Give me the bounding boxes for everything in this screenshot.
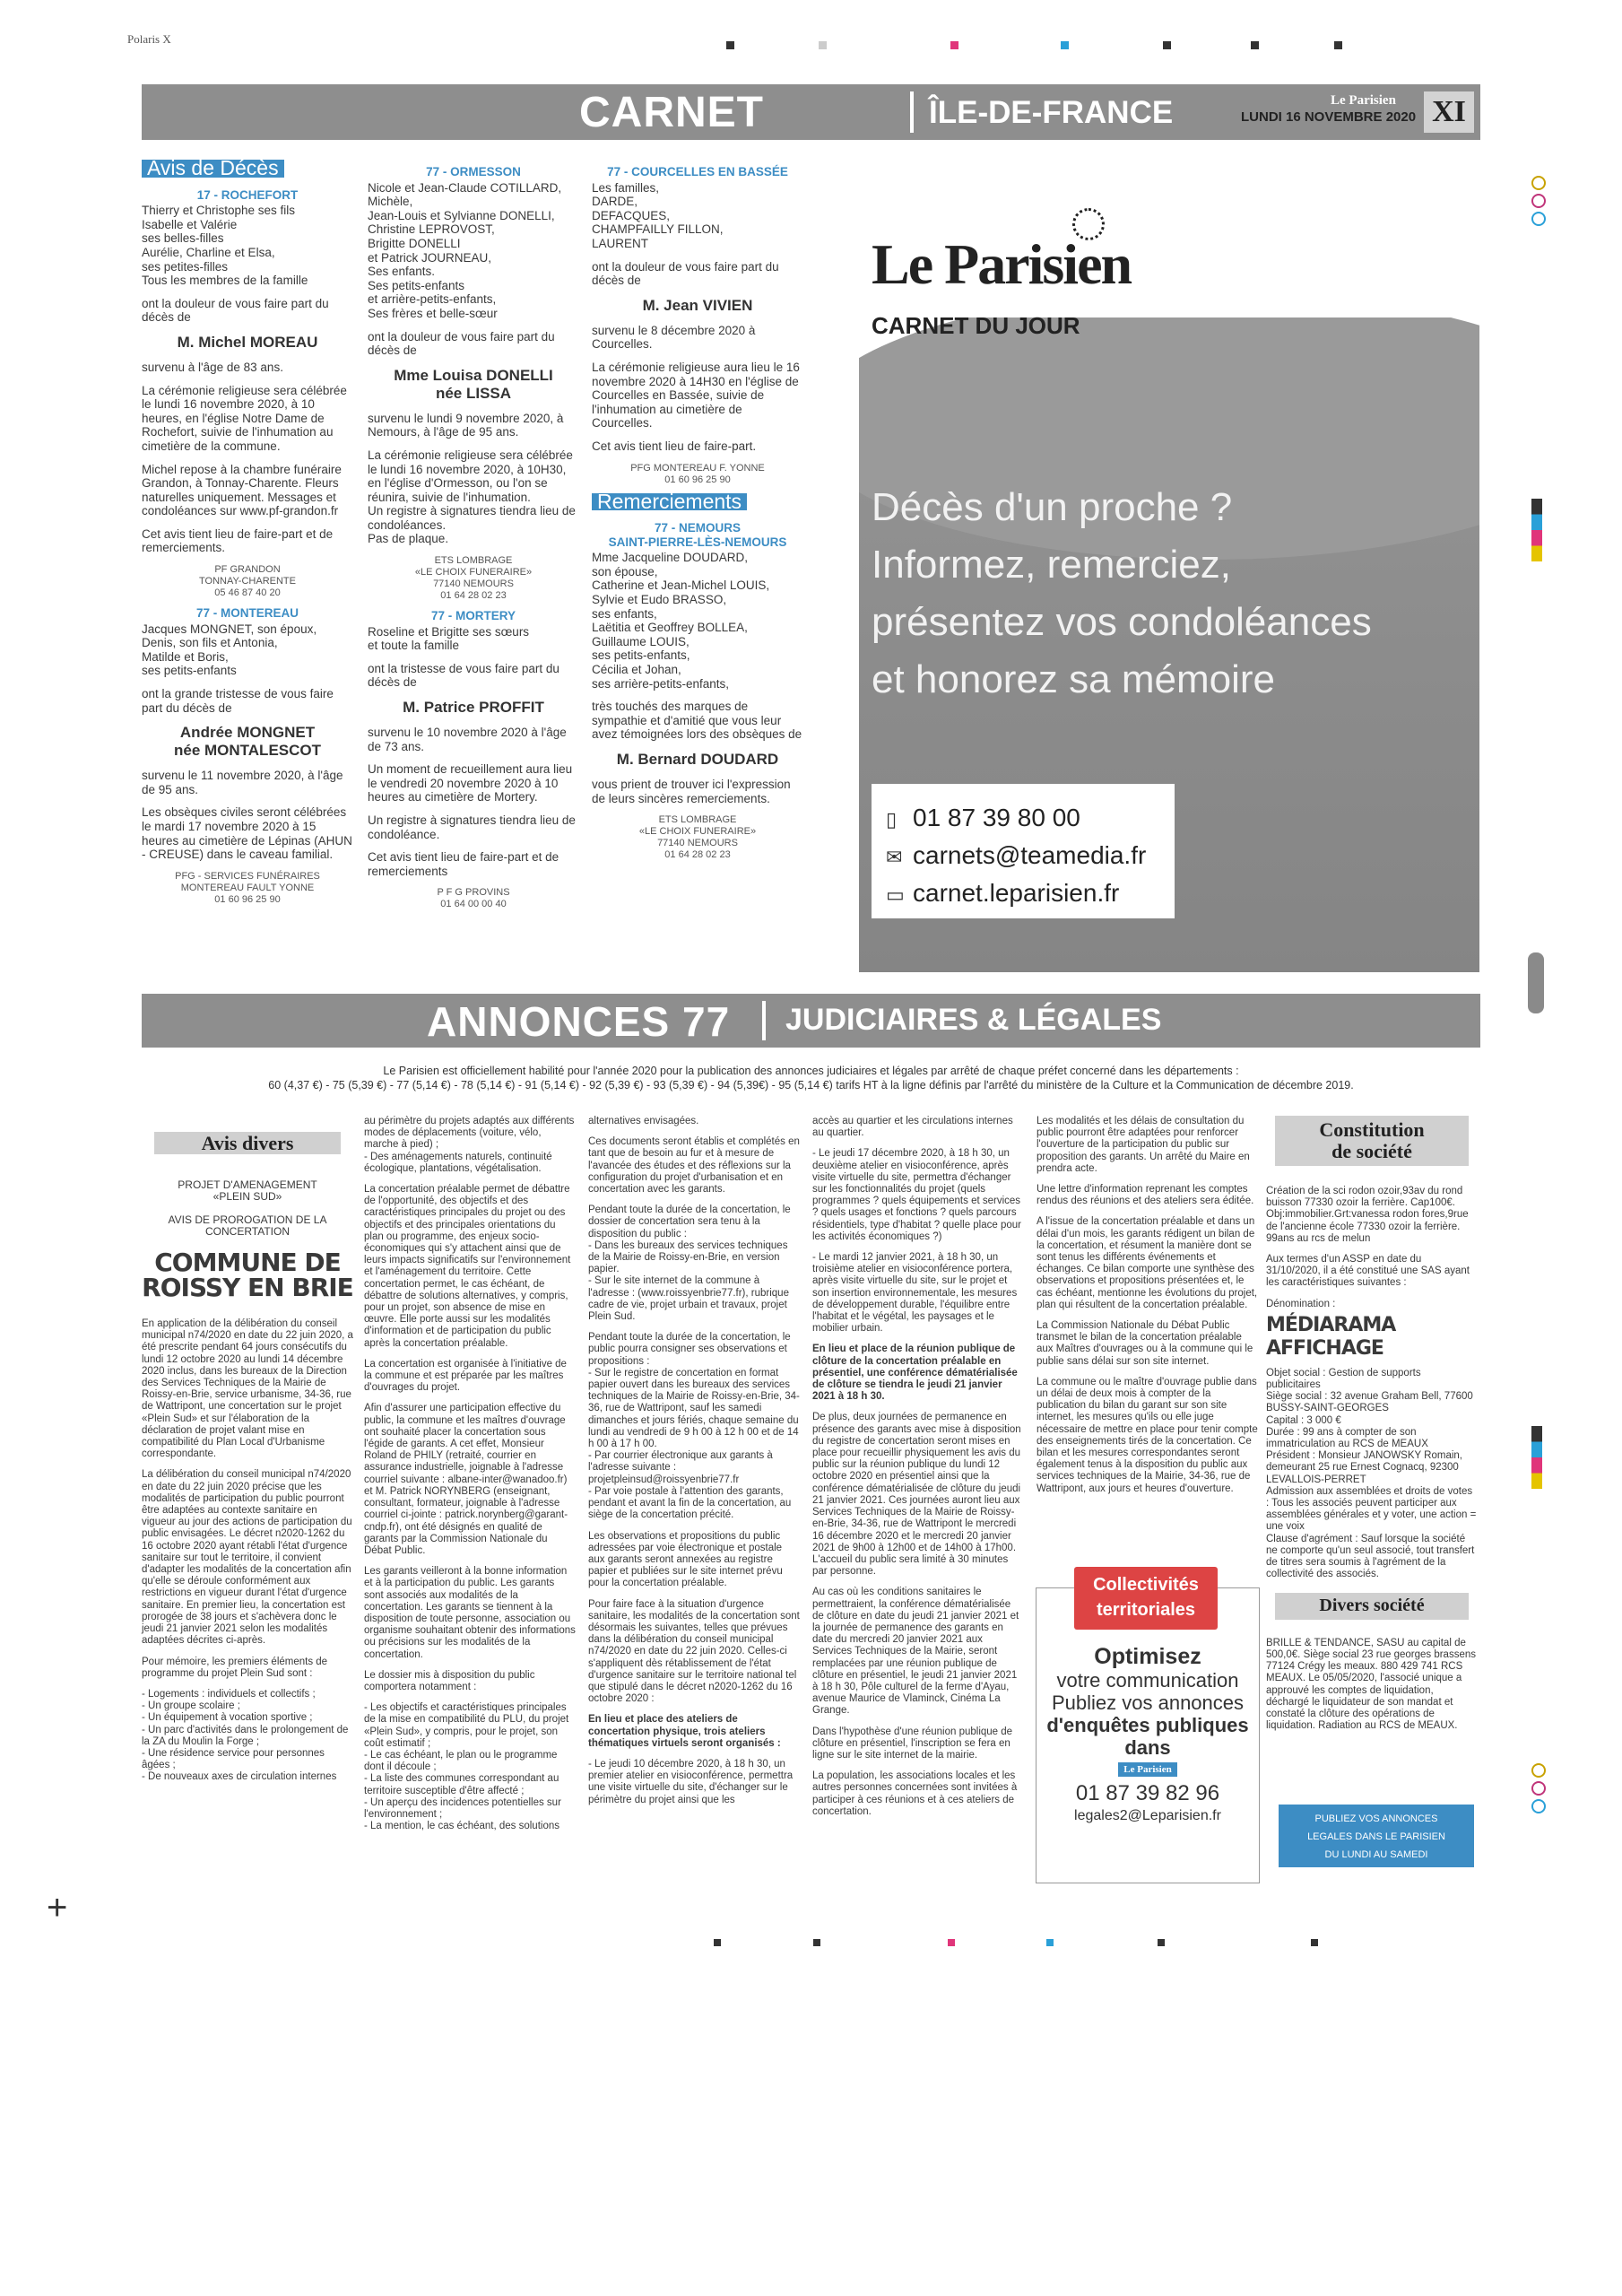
text: survenu le 8 décembre 2020 à Courcelles. (592, 323, 756, 352)
registration-square (1311, 1939, 1318, 1946)
text: En lieu et place de la réunion publique de clôture de la concertation préalable en présentiel, une conférence dématérialisée de clôture se tiendra le jeudi 21 janvier 2021 à 18 h 30. (812, 1344, 1018, 1403)
family-names: Les familles, DARDE, DEFACQUES, CHAMPFAILLY FILLON, LAURENT (592, 180, 724, 250)
location: 77 - ORMESSON (426, 165, 521, 178)
text: Pour faire face à la situation d'urgence sanitaire, les modalités de la concertation sont désormais les suivantes, telles que prévues dans la délibération du conseil municipal n74/2020 en date du 22 juin 2020. Celles-ci s'appliquent dès rétablissement de l'état d'urgence sanitaire sur le territoire national tel que stipulé dans le décret n2020-1262 du 16 octobre 2020 : (588, 1598, 800, 1705)
section-heading-remerciements: Remerciements (592, 493, 747, 511)
deceased-name: M. Jean VIVIEN (642, 296, 753, 314)
commune-title: COMMUNE DE ROISSY EN BRIE (142, 1248, 353, 1303)
funeral-home: PF GRANDON TONNAY-CHARENTE 05 46 87 40 20 (199, 564, 296, 599)
ad-website[interactable]: carnet.leparisien.fr (913, 879, 1120, 907)
registration-square (726, 41, 734, 49)
annonces-column-6 (1266, 1116, 1478, 1741)
deces-column-2 (368, 161, 579, 918)
collectivites-phone: 01 87 39 82 96 (1075, 1781, 1220, 1805)
deceased-name: M. Michel MOREAU (177, 333, 318, 351)
deceased-name: M. Patrice PROFFIT (403, 699, 544, 717)
text: ont la douleur de vous faire part du décès de (142, 296, 329, 325)
text: - Le jeudi 17 décembre 2020, à 18 h 30, un deuxième atelier en visioconférence, après visite virtuelle du site, permettra d'échanger sur les fonctionnalités du projet (quels programmes ? quels équipements et services ? quels usages et fonctions ? quels parcours résidentiels, type d'habitat ? quelle place pour les activités économiques ?) (812, 1148, 1021, 1242)
text: vous prient de trouver ici l'expression de leurs sincères remerciements. (592, 778, 791, 805)
text: survenu le 10 novembre 2020 à l'âge de 73 ans. (368, 726, 567, 753)
text: accès au quartier et les circulations internes au quartier. (812, 1116, 1013, 1139)
text: très touchés des marques de sympathie et d'amitié que vous leur avez témoignées lors des obsèques de (592, 700, 802, 742)
text: Michel repose à la chambre funéraire Grandon, à Tonnay-Charente. Fleurs naturelles uniquement. Messages et condoléances sur www.pf-grandon.fr (142, 462, 342, 518)
text: La délibération du conseil municipal n74/2020 en date du 22 juin 2020 précise que les modalités de participation du public pourront être adaptées au contexte sanitaire en vigueur au jour des actions de participation du public envisagées. Le décret n2020-1262 du 16 octobre 2020 ayant rétabli l'état d'urgence sanitaire sur tout le territoire, il convient d'adapter les modalités de la concertation afin qu'elle se déroule conformément aux restrictions en vigueur durant l'état d'urgence sanitaire. En premier lieu, la concertation est prorogée de 38 jours et s'achèvera donc le jeudi 21 janvier 2021 selon les modalités adaptées décrites ci-après. (142, 1469, 352, 1647)
funeral-home: PFG MONTEREAU F. YONNE 01 60 96 25 90 (630, 462, 765, 485)
page-number: XI (1424, 91, 1474, 133)
paper-name: Le Parisien (1331, 93, 1396, 108)
ad-phone-row (886, 800, 1160, 838)
text: Création de la sci rodon ozoir,93av du rond buisson 77330 ozoir la ferrière. Cap100€. Obj:immobilier.Grt:vanessa rodon fores,9rue de l'ancienne école 77330 ozoir la ferrière. 99ans au rcs de melun (1266, 1186, 1469, 1244)
text: - Les objectifs et caractéristiques principales de la mise en compatibilité du PLU, du projet «Plein Sud», y compris, pour le projet, son coût estimatif ; - Le cas échéant, le plan ou le programme dont il découle ; - La liste des communes correspondant au territoire susceptible d'être affecté ; - Un aperçu des incidences potentielles sur l'environnement ; - La mention, le cas échéant, des solutions (364, 1702, 569, 1832)
dandelion-icon (1072, 208, 1105, 240)
text: - Le jeudi 10 décembre 2020, à 18 h 30, un premier atelier en visioconférence, permettra une visite virtuelle du site, d'échanger sur le périmètre du projet ainsi que les (588, 1758, 794, 1805)
registration-square (819, 41, 827, 49)
deces-column-3 (592, 161, 803, 868)
collectivites-optimisez: Optimisez (1094, 1644, 1201, 1669)
phone-icon: ▯ (886, 808, 898, 831)
annonces-subtitle: JUDICIAIRES & LÉGALES (785, 1003, 1162, 1037)
annonces-column-1 (142, 1116, 353, 1793)
text: Pour mémoire, les premiers éléments de programme du projet Plein Sud sont : (142, 1656, 328, 1679)
collectivites-email[interactable]: legales2@Leparisien.fr (1074, 1808, 1221, 1823)
location: 77 - MORTERY (430, 609, 516, 623)
side-tab (1528, 952, 1544, 1013)
company-name: MÉDIARAMA AFFICHAGE (1266, 1313, 1396, 1360)
text: La Commission Nationale du Débat Public transmet le bilan de la concertation préalable aux Maîtres d'ouvrages ou à la commune qui le publie sans délai sur son site internet. (1037, 1320, 1253, 1367)
registration-square (813, 1939, 820, 1946)
avis-prorogation: AVIS DE PROROGATION DE LA CONCERTATION (168, 1213, 327, 1238)
registration-circle (1531, 212, 1546, 226)
text: ont la douleur de vous faire part du décès de (368, 329, 555, 358)
funeral-home: PFG - SERVICES FUNÉRAIRES MONTEREAU FAULT YONNE 01 60 96 25 90 (175, 870, 320, 905)
collectivites-advertisement (1036, 1575, 1260, 1883)
registration-square (1046, 1939, 1054, 1946)
avis-divers-heading: Avis divers (154, 1132, 341, 1154)
issue-date: LUNDI 16 NOVEMBRE 2020 (1241, 109, 1417, 125)
deceased-name: Mme Louisa DONELLI née LISSA (394, 366, 553, 402)
tarifs-text: 60 (4,37 €) - 75 (5,39 €) - 77 (5,14 €) - 78 (5,14 €) - 91 (5,14 €) - 92 (5,39 €) - 93 (5,39 €) - 94 (5,39€) - 95 (5,14 €) tarifs HT à la ligne définis par l'arrêté du ministère de la Culture et la Communication de décembre 2019. (268, 1079, 1354, 1091)
text: Les modalités et les délais de consultation du public pourront être adaptées pour renforcer l'ouverture de la participation du public sur proposition des garants. Un arrêté du Maire en prendra acte. (1037, 1116, 1250, 1174)
registration-circle (1531, 1763, 1546, 1778)
location: 77 - MONTEREAU (195, 606, 299, 621)
deces-column-1 (142, 156, 353, 913)
annonces-column-4 (812, 1116, 1024, 1827)
registration-square (1251, 41, 1259, 49)
text: survenu le lundi 9 novembre 2020, à Nemours, à l'âge de 95 ans. (368, 411, 564, 439)
text: Aux termes d'un ASSP en date du 31/10/2020, il a été constitué une SAS ayant les caractéristiques suivantes : (1266, 1254, 1470, 1289)
ad-web-row (886, 875, 1160, 913)
envelope-icon: ✉ (886, 846, 903, 868)
registration-square (714, 1939, 721, 1946)
text: Ces documents seront établis et complétés en tant que de besoin au fur et à mesure de l'avancée des études et des réflexions sur la configuration du projet d'urbanisation et en concertation avec les garants. (588, 1136, 800, 1196)
registration-square (950, 41, 958, 49)
text: Pendant toute la durée de la concertation, le public pourra consigner ses observations et propositions : - Sur le registre de concertation en format papier ouvert dans les bureaux des services techniques de la Mairie de Roissy-en-Brie, 34-36, rue de Wattripont, sauf les samedi dimanches et jours fériés, chaque semaine du lundi au vendredi de 9 h 00 à 12 h 00 et de 14 h 00 à 17 h 00. - Par courrier électronique aux garants à l'adresse suivante : projetpleinsud@roissyenbrie77.fr - Par voie postale à l'attention des garants, pendant et avant la fin de la concertation, au siège de la concertation précité. (588, 1332, 800, 1521)
text: alternatives envisagées. (588, 1116, 699, 1126)
text: Dans l'hypothèse d'une réunion publique de clôture en présentiel, l'inscription se fera en ligne sur le site internet de la mairie. (812, 1726, 1013, 1761)
projet-title: PROJET D'AMENAGEMENT «PLEIN SUD» (178, 1178, 317, 1204)
text: Cet avis tient lieu de faire-part et de remerciements (368, 850, 559, 878)
registration-square (1158, 1939, 1165, 1946)
text: Une lettre d'information reprenant les comptes rendus des réunions et des ateliers sera éditée. (1037, 1184, 1254, 1207)
funeral-home: ETS LOMBRAGE «LE CHOIX FUNERAIRE» 77140 NEMOURS 01 64 28 02 23 (638, 814, 757, 861)
deceased-name: Andrée MONGNET née MONTALESCOT (173, 724, 322, 760)
annonces-title: ANNONCES 77 (427, 998, 731, 1045)
text: Les obsèques civiles seront célébrées le mardi 17 novembre 2020 à 15 heures au cimetière de Lépinas (AHUN - CREUSE) dans le caveau familial. (142, 805, 352, 862)
section-heading-deces: Avis de Décès (142, 160, 284, 178)
deceased-name: M. Bernard DOUDARD (616, 751, 779, 768)
location: 77 - COURCELLES EN BASSÉE (607, 165, 788, 178)
collectivites-text-bold: d'enquêtes publiques dans (1046, 1714, 1249, 1759)
text: En application de la délibération du conseil municipal n74/2020 en date du 22 juin 2020, a été prescrite pendant 64 jours consécutifs du lundi 12 octobre 2020 au lundi 14 décembre 2020 inclus, dans les bureaux de la Direction des Services Techniques de la Mairie de Roissy-en-Brie, service urbanisme, 34-36, rue de Wattripont, une concertation sur le projet «Plein Sud» et sur l'élaboration de la déclaration de projet valant mise en compatibilité du Plan Local d'Urbanisme correspondante. (142, 1318, 353, 1460)
text: - Le mardi 12 janvier 2021, à 18 h 30, un troisième atelier en visioconférence portera, après visite virtuelle du site, sur le projet et son insertion environnementale, les mesures de développement durable, l'équilibre entre l'habitat et le végétal, les paysages et le mobilier urbain. (812, 1252, 1018, 1335)
text: au périmètre du projets adaptés aux différents modes de déplacements (voiture, vélo, marche à pied) ; - Des aménagements naturels, continuité écologique, plantations, végétalisation. (364, 1116, 575, 1174)
publiez-banner: PUBLIEZ VOS ANNONCES LEGALES DANS LE PARISIEN DU LUNDI AU SAMEDI (1279, 1805, 1474, 1867)
text: Cet avis tient lieu de faire-part. (592, 439, 757, 453)
text: BRILLE & TENDANCE, SASU au capital de 500,0€. Siège social 23 rue georges brassens 77124 Crégy les meaux. 880 429 741 RCS MEAUX. Le 05/05/2020, l'associé unique a approuvé les comptes de liquidation, déchargé le liquidateur de son mandat et constaté la clôture des opérations de liquidation. Radiation au RCS de MEAUX. (1266, 1637, 1476, 1732)
collectivites-body (1037, 1644, 1259, 1825)
family-names: Thierry et Christophe ses fils Isabelle et Valérie ses belles-filles Aurélie, Charline et Elsa, ses petites-filles Tous les membres de la famille (142, 204, 308, 288)
annonces-column-3 (588, 1116, 800, 1815)
location: 17 - ROCHEFORT (196, 187, 299, 202)
text: La concertation est organisée à l'initiative de la commune et est préparée par les maîtres d'ouvrages du projet. (364, 1358, 567, 1394)
registration-circle (1531, 1799, 1546, 1813)
registration-square (1163, 41, 1171, 49)
text: Afin d'assurer une participation effective du public, la commune et les maîtres d'ouvrage ont souhaité placer la concertation sous l'égide de garants. A cet effet, Monsieur Roland de PHILY (retraité, courrier en assurance industrielle, joignable à l'adresse courriel suivante : albane-inter@wanadoo.fr) et M. Patrick NORYNBERG (enseignant, consultant, formateur, joignable à l'adresse courriel ci-jointe : patrick.norynberg@garant-cndp.fr), ont été désignés en qualité de garants par la Commission Nationale du Débat Public. (364, 1403, 568, 1556)
funeral-home: P F G PROVINS 01 64 00 00 40 (437, 887, 510, 910)
carnet-advertisement (859, 183, 1479, 972)
text: Un registre à signatures tiendra lieu de condoléance. (368, 813, 576, 841)
text: Le dossier mis à disposition du public comportera notamment : (364, 1669, 535, 1692)
collectivites-banner: Collectivités territoriales (1074, 1567, 1218, 1630)
header-divider (910, 91, 914, 133)
carnet-header (142, 84, 1480, 140)
text: La commune ou le maître d'ouvrage publie dans un délai de deux mois à compter de la publication du bilan du garant sur son site internet, les mesures qu'ils ou elle juge nécessaire de mettre en place pour tenir compte des enseignements tirés de la concertation. Ce bilan et les mesures correspondantes seront également tenus à la disposition du public aux services techniques de la Mairie, 34-36, rue de Wattripont, aux jours et heures d'ouverture. (1037, 1376, 1258, 1494)
text: ont la tristesse de vous faire part du décès de (368, 661, 559, 690)
family-names: Jacques MONGNET, son époux, Denis, son fils et Antonia, Matilde et Boris, ses petits-enfants (142, 622, 317, 678)
text: ont la grande tristesse de vous faire part du décès de (142, 687, 334, 715)
location: 77 - NEMOURS SAINT-PIERRE-LÈS-NEMOURS (608, 521, 787, 549)
text: survenu le 11 novembre 2020, à l'âge de 95 ans. (142, 769, 343, 796)
polaris-label: Polaris X (127, 32, 171, 46)
crop-mark: + (47, 1888, 68, 1927)
text: A l'issue de la concertation préalable et dans un délai d'un mois, les garants rédigent un bilan de la concertation, et résument la manière dont se sont tenus les différents événements et échanges. Ce bilan comporte une synthèse des observations et propositions présentées et, le cas échéant, mentionne les évolutions du projet, plan qui résultent de la concertation préalable. (1037, 1216, 1258, 1310)
funeral-home: ETS LOMBRAGE «LE CHOIX FUNERAIRE» 77140 NEMOURS 01 64 28 02 23 (414, 555, 533, 602)
text: ont la douleur de vous faire part du décès de (592, 259, 779, 288)
text: survenu à l'âge de 83 ans. (142, 360, 283, 374)
ad-phone: 01 87 39 80 00 (913, 804, 1080, 831)
le-parisien-logo: Le Parisien (872, 232, 1132, 296)
section-title: CARNET (579, 89, 764, 136)
habilitation-text: Le Parisien est officiellement habilité pour l'année 2020 pour la publication des annonces judiciaires et légales par arrêté de chaque préfet concerné dans les départements : (383, 1065, 1239, 1077)
annonces-header (142, 994, 1480, 1048)
collectivites-text: votre communication Publiez vos annonces (1051, 1669, 1245, 1714)
text: Un moment de recueillement aura lieu le vendredi 20 novembre 2020 à 10 heures au cimetière de Mortery. (368, 762, 573, 804)
text: Objet social : Gestion de supports publicitaires Siège social : 32 avenue Graham Bell, 77600 BUSSY-SAINT-GEORGES Capital : 3 000 € Durée : 99 ans à compter de son immatriculation au RCS de MEAUX Président : Monsieur JANOWSKY Romain, demeurant 25 rue Ernest Cognacq, 92300 LEVALLOIS-PERRET Admission aux assemblées et droits de votes : Tous les associés peuvent participer aux assemblées générales et y voter, une action = une voix Clause d'agrément : Sauf lorsque la société ne comporte qu'un seul associé, tout transfert de titres sera soumis à l'agrément de la collectivité des associés. (1266, 1367, 1477, 1580)
le-parisien-logo: Le Parisien (1118, 1762, 1176, 1777)
text: Au cas où les conditions sanitaires le permettraient, la conférence dématérialisée de clôture en date du jeudi 21 janvier 2021 et la journée de permanence des garants en date du mercredi 20 janvier 2021 aux Services Techniques de la Mairie, seront remplacées par une réunion publique de clôture en présentiel, le jeudi 21 janvier 2021 à 18 h 30, Pôle culturel de la ferme d'Ayau, avenue Maurice de Vlaminck, Cinéma La Grange. (812, 1587, 1019, 1717)
text: Pendant toute la durée de la concertation, le dossier de concertation sera tenu à la disposition du public : - Dans les bureaux des services techniques de la Mairie de Roissy-en-Brie, en version papier. - Sur le site internet de la commune à l'adresse : (www.roissyenbrie77.fr), rubrique cadre de vie, projet urbain et travaux, projet Plein Sud. (588, 1205, 791, 1323)
ad-contact-box (872, 784, 1175, 918)
text: Les garants veilleront à la bonne information et à la participation du public. Les garants sont associés aux modalités de la concertation. Les garants se tiennent à la disposition de toute personne, association ou organisme souhaitant obtenir des informations ou précisions sur les modalités de la concertation. (364, 1566, 576, 1660)
text: Les observations et propositions du public adressées par voie électronique et postale aux garants seront annexées au registre papier et publiées sur le site internet prévu pour la concertation préalable. (588, 1530, 783, 1589)
registration-circle (1531, 1781, 1546, 1796)
constitution-heading: Constitution de société (1275, 1116, 1469, 1166)
text: Dénomination : (1266, 1298, 1336, 1309)
text: Cet avis tient lieu de faire-part et de remerciements. (142, 526, 334, 555)
text: La cérémonie religieuse sera célébrée le lundi 16 novembre 2020, à 10H30, en l'église d'Ormesson, ou l'on se réunira, suivie de l'inhumation. Un registre à signatures tiendra lieu de condoléances. Pas de plaque. (368, 448, 576, 546)
registration-circle (1531, 194, 1546, 208)
habilitation-notice (142, 1064, 1480, 1092)
text: La population, les associations locales et les autres personnes concernées sont invitées à participer à ces réunions et à ces ateliers de concertation. (812, 1770, 1018, 1817)
family-names: Mme Jacqueline DOUDARD, son épouse, Catherine et Jean-Michel LOUIS, Sylvie et Eudo BRASSO, ses enfants, Laëtitia et Geoffrey BOLLEA, Guillaume LOUIS, ses petits-enfants, Cécilia et Johan, ses arrière-petits-enfants, (592, 551, 770, 691)
ad-email[interactable]: carnets@teamedia.fr (913, 841, 1147, 869)
text: De plus, deux journées de permanence en présence des garants avec mise à disposition du registre de concertation seront mises en place pour recueillir physiquement les avis du public sur la réunion publique du lundi 12 octobre 2020 en présentiel ainsi que la conférence dématérialisée de clôture du jeudi 21 janvier 2021. Ces journées auront lieu aux Services Techniques de la Mairie de Roissy-en-Brie, 34-36, rue de Wattripont le mercredi 16 décembre 2020 et le mercredi 20 janvier 2021 de 9h00 à 12h00 et de 14h00 à 17h00. L'accueil du public sera limité à 30 minutes par personne. (812, 1412, 1021, 1578)
header-divider (762, 1001, 766, 1040)
registration-square (1061, 41, 1069, 49)
annonces-column-5 (1037, 1116, 1259, 1504)
region-title: ÎLE-DE-FRANCE (929, 95, 1174, 130)
text: En lieu et place des ateliers de concertation physique, trois ateliers thématiques virtuels seront organisés : (588, 1714, 781, 1749)
text: La cérémonie religieuse aura lieu le 16 novembre 2020 à 14H30 en l'église de Courcelles en Bassée, suivie de l'inhumation au cimetière de Courcelles. (592, 360, 800, 430)
text: La concertation préalable permet de débattre de l'opportunité, des objectifs et des caractéristiques principales du projet ou des objectifs et des principales orientations du plan ou programme, des enjeux socio-économiques qui s'y attachent ainsi que de leurs impacts significatifs sur l'environnement et l'aménagement du territoire. Cette concertation permet, le cas échéant, de débattre de solutions alternatives, y compris, pour un projet, son absence de mise en œuvre. Elle porte aussi sur les modalités d'information et de participation du public après la concertation préalable. (364, 1184, 571, 1349)
family-names: Roseline et Brigitte ses sœurs et toute la famille (368, 624, 530, 653)
registration-square (948, 1939, 955, 1946)
divers-societe-heading: Divers société (1275, 1593, 1469, 1619)
text: La cérémonie religieuse sera célébrée le lundi 16 novembre 2020, à 10 heures, en l'église Notre Dame de Rochefort, suivie de l'inhumation au cimetière de la commune. (142, 383, 347, 453)
ad-email-row (886, 838, 1160, 875)
ad-headline: Décès d'un proche ? Informez, remerciez, présentez vos condoléances et honorez sa mémoire (872, 485, 1372, 701)
color-bar (1531, 1426, 1542, 1489)
text: - Logements : individuels et collectifs ; - Un groupe scolaire ; - Un équipement à vocation sportive ; - Un parc d'activités dans le prolongement de la ZA du Moulin la Forge ; - Une résidence service pour personnes âgées ; - De nouveaux axes de circulation internes (142, 1688, 349, 1783)
family-names: Nicole et Jean-Claude COTILLARD, Michèle, Jean-Louis et Sylvianne DONELLI, Christine LEPROVOST, Brigitte DONELLI et Patrick JOURNEAU, Ses enfants. Ses petits-enfants et arrière-petits-enfants, Ses frères et belle-sœur (368, 180, 562, 320)
registration-square (1334, 41, 1342, 49)
color-bar (1531, 499, 1542, 561)
computer-icon: ▭ (886, 883, 905, 906)
annonces-column-2 (364, 1116, 576, 1841)
ad-carnet-title: CARNET DU JOUR (872, 312, 1080, 339)
registration-circle (1531, 176, 1546, 190)
